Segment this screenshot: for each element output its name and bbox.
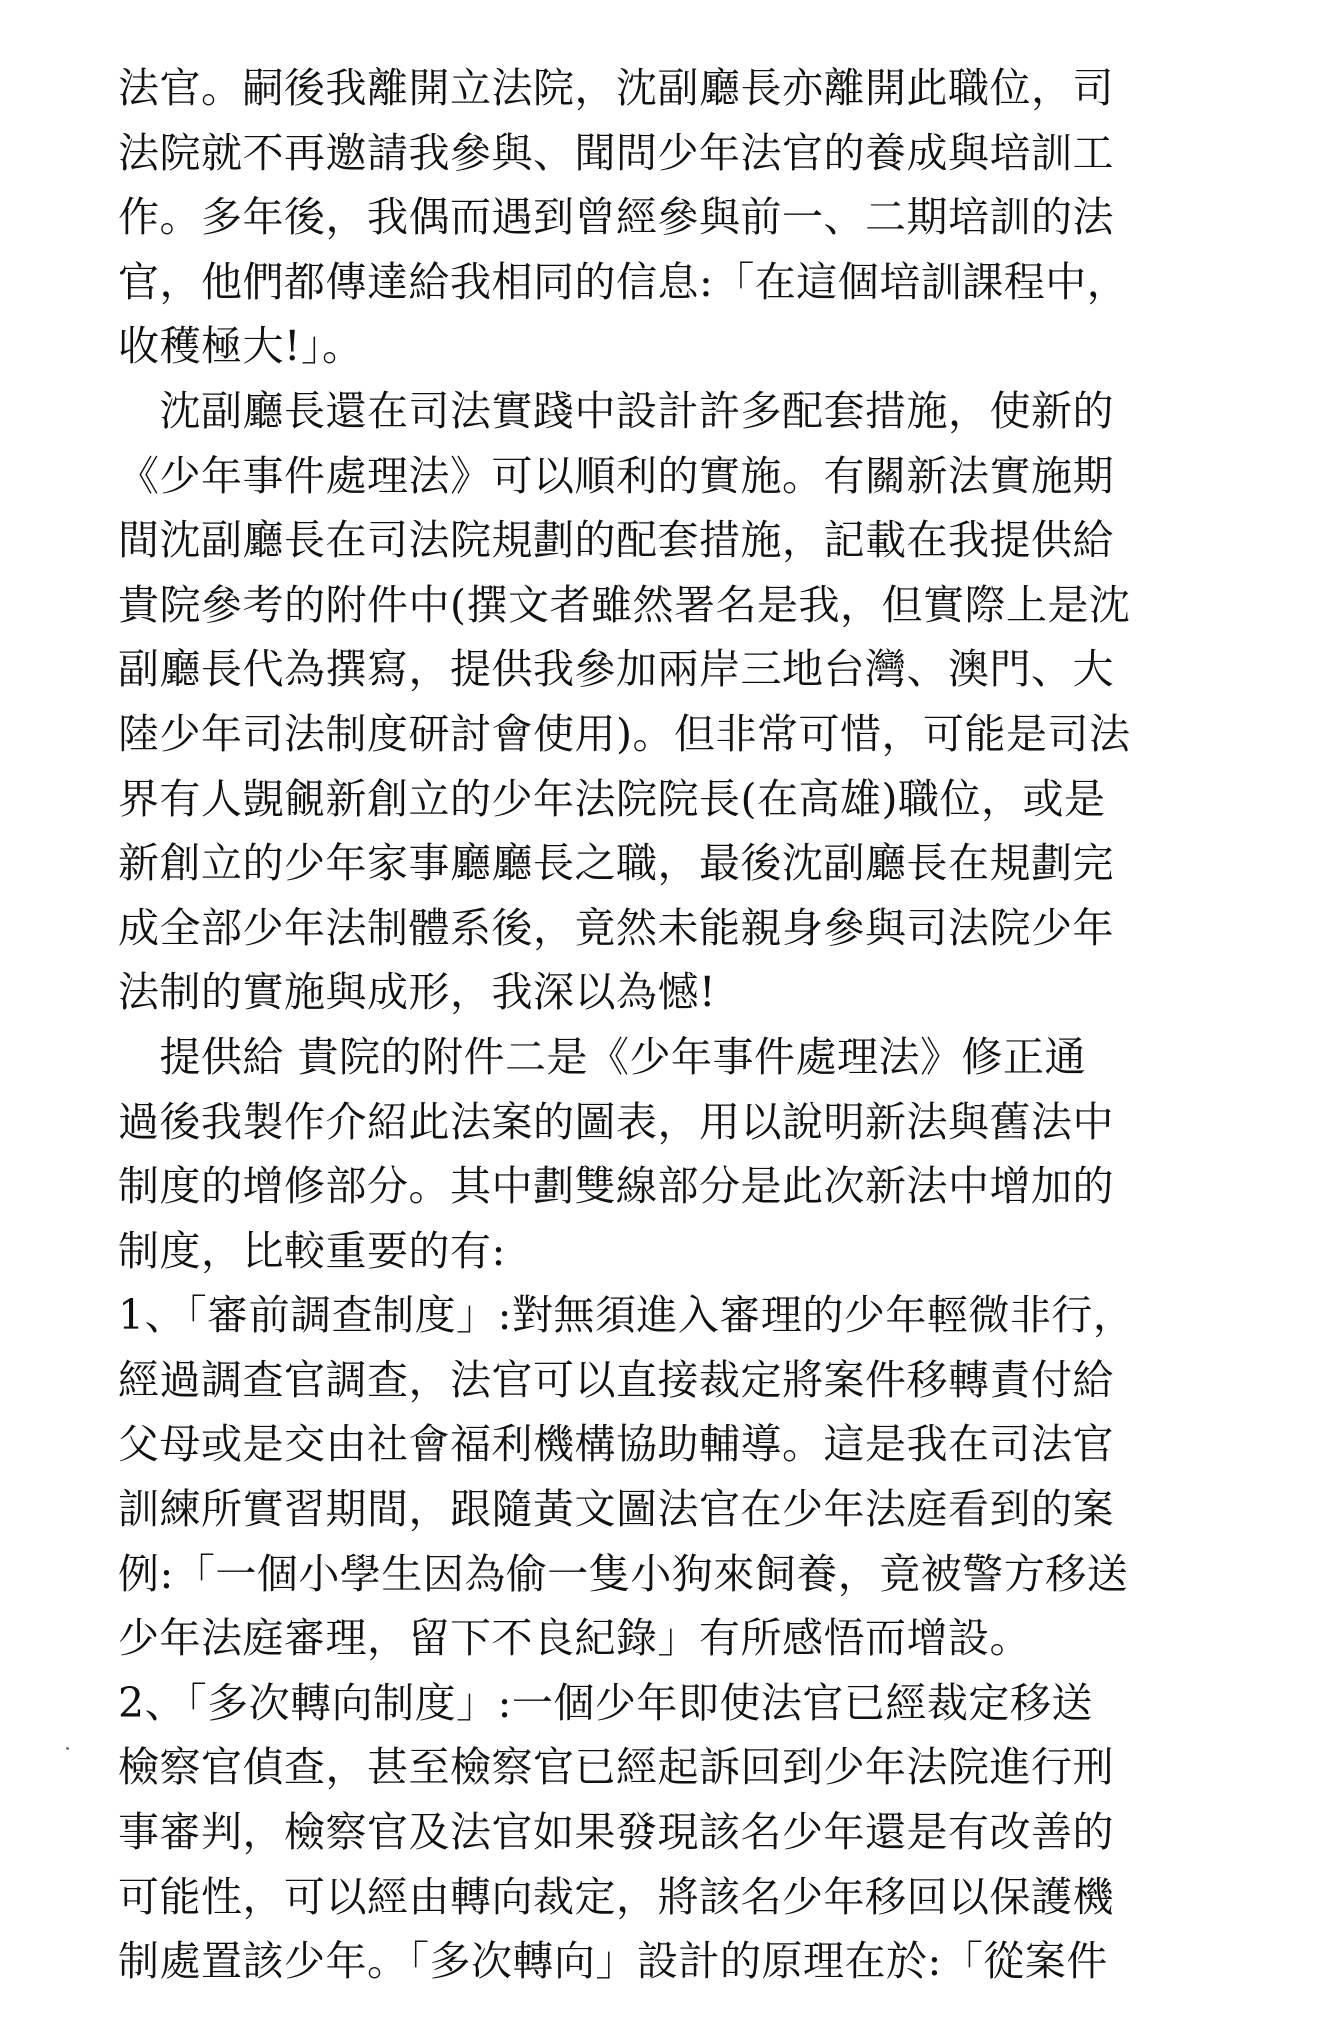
text-line: 官，他們都傳達給我相同的信息:「在這個培訓課程中， xyxy=(118,257,1129,306)
paragraph-start-line: 沈副廳長還在司法實踐中設計許多配套措施，使新的 xyxy=(118,386,1114,435)
text-line: 收穫極大!」。 xyxy=(118,322,364,371)
text-line: 副廳長代為撰寫，提供我參加兩岸三地台灣、澳門、大 xyxy=(118,645,1114,694)
text-line: 過後我製作介紹此法案的圖表，用以說明新法與舊法中 xyxy=(118,1097,1114,1146)
text-line: 制度的增修部分。其中劃雙線部分是此次新法中增加的 xyxy=(118,1162,1114,1211)
scan-speck xyxy=(66,1747,69,1750)
text-line: 父母或是交由社會福利機構協助輔導。這是我在司法官 xyxy=(118,1420,1114,1469)
text-line: 事審判，檢察官及法官如果發現該名少年還是有改善的 xyxy=(118,1808,1114,1857)
text-line: 新創立的少年家事廳廳長之職，最後沈副廳長在規劃完 xyxy=(118,839,1114,888)
text-line: 貴院參考的附件中(撰文者雖然署名是我，但實際上是沈 xyxy=(118,580,1131,629)
text-line: 法制的實施與成形，我深以為憾! xyxy=(118,968,716,1017)
text-line: 作。多年後，我偶而遇到曾經參與前一、二期培訓的法 xyxy=(118,193,1114,242)
text-line: 訓練所實習期間，跟隨黃文圖法官在少年法庭看到的案 xyxy=(118,1485,1114,1534)
text-line: 經過調查官調查，法官可以直接裁定將案件移轉責付給 xyxy=(118,1355,1114,1404)
text-line: 制度，比較重要的有: xyxy=(118,1226,506,1275)
text-line: 可能性，可以經由轉向裁定，將該名少年移回以保護機 xyxy=(118,1872,1114,1921)
text-line: 陸少年司法制度研討會使用)。但非常可惜，可能是司法 xyxy=(118,709,1131,758)
list-item-1-line: 1、「審前調查制度」:對無須進入審理的少年輕微非行， xyxy=(118,1291,1135,1340)
text-line: 法院就不再邀請我參與、聞問少年法官的養成與培訓工 xyxy=(118,128,1114,177)
text-line: 檢察官偵查，甚至檢察官已經起訴回到少年法院進行刑 xyxy=(118,1743,1114,1792)
text-line: 成全部少年法制體系後，竟然未能親身參與司法院少年 xyxy=(118,903,1114,952)
text-line: 少年法庭審理，留下不良紀錄」有所感悟而增設。 xyxy=(118,1614,1031,1663)
paragraph-start-line: 提供給 貴院的附件二是《少年事件處理法》修正通 xyxy=(118,1032,1087,1081)
text-line: 制處置該少年。「多次轉向」設計的原理在於:「從案件 xyxy=(118,1937,1108,1986)
text-line: 間沈副廳長在司法院規劃的配套措施，記載在我提供給 xyxy=(118,516,1114,565)
text-line: 《少年事件處理法》可以順利的實施。有關新法實施期 xyxy=(118,451,1114,500)
list-item-2-line: 2、「多次轉向制度」:一個少年即使法官已經裁定移送 xyxy=(118,1678,1093,1727)
text-line: 界有人覬覦新創立的少年法院院長(在高雄)職位，或是 xyxy=(118,774,1106,823)
text-line: 例:「一個小學生因為偷一隻小狗來飼養，竟被警方移送 xyxy=(118,1549,1129,1598)
body-text xyxy=(118,56,1210,1994)
text-line: 法官。嗣後我離開立法院，沈副廳長亦離開此職位，司 xyxy=(118,64,1114,112)
